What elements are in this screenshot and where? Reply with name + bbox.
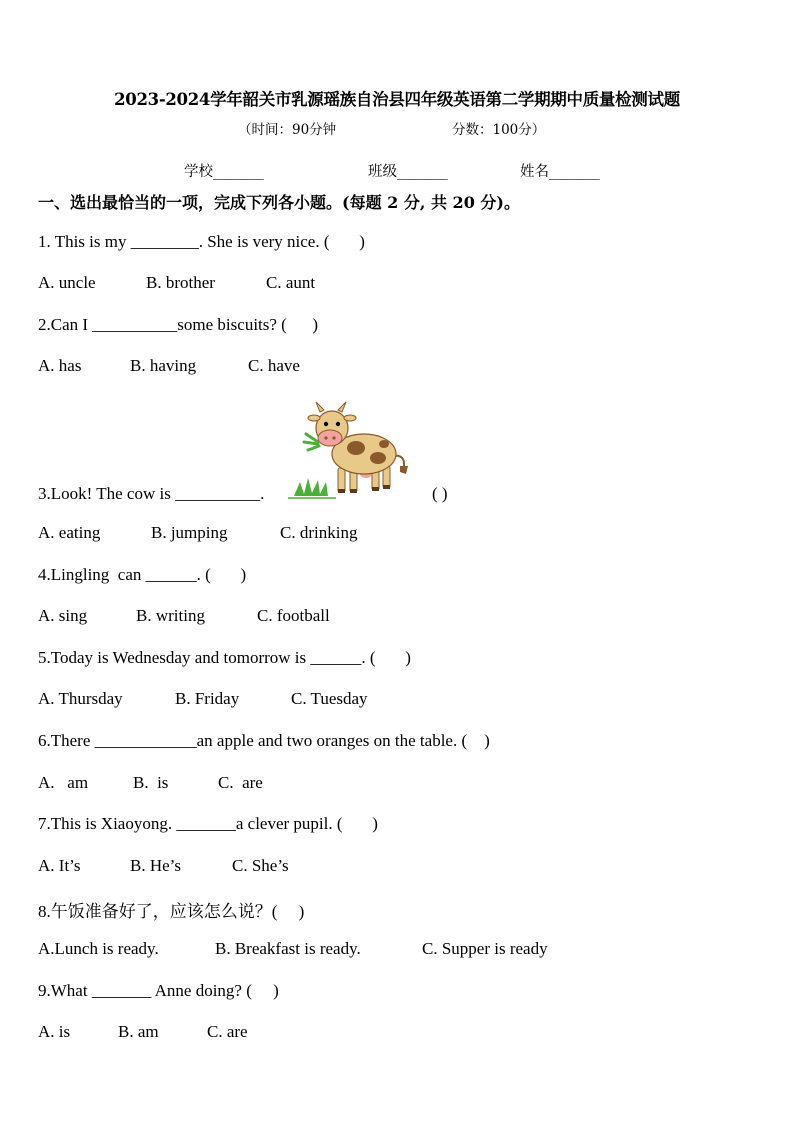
q5-option-a: A. Thursday [38,689,123,708]
exam-score: 分数：100分） [452,122,546,138]
class-field: 班级_______ [368,164,448,180]
q9-option-a: A. is [38,1022,71,1041]
q9-option-b: B. am [118,1022,159,1041]
q6-option-a: A. am [38,773,89,792]
question-9: 9.What _______ Anne doing? ( ) [38,981,279,1000]
q4-option-a: A. sing [38,606,88,625]
question-4: 4.Lingling can ______. ( ) [38,565,247,584]
q5-option-c: C. Tuesday [291,689,368,708]
exam-title: 2023-2024学年韶关市乳源瑶族自治县四年级英语第二学期期中质量检测试题 [114,90,680,109]
q2-option-b: B. having [130,356,197,375]
q4-option-b: B. writing [136,606,205,625]
question-3: 3.Look! The cow is __________. [38,484,265,503]
q8-option-a: A.Lunch is ready. [38,939,159,958]
cow-illustration [286,396,420,500]
q3-option-c: C. drinking [280,523,358,542]
q7-option-a: A. It’s [38,856,81,875]
question-7: 7.This is Xiaoyong. _______a clever pupil. ( ) [38,814,378,833]
q3-option-b: B. jumping [151,523,228,542]
section-heading: 一、选出最恰当的一项，完成下列各小题。(每题 2 分, 共 20 分)。 [38,193,520,212]
q6-option-b: B. is [133,773,169,792]
exam-time: （时间：90分钟 [238,122,337,138]
q1-option-b: B. brother [146,273,215,292]
school-field: 学校_______ [184,164,264,180]
q2-option-a: A. has [38,356,82,375]
name-field: 姓名_______ [520,164,600,180]
question-1: 1. This is my ________. She is very nice. ( ) [38,232,365,251]
q6-option-c: C. are [218,773,263,792]
q1-option-a: A. uncle [38,273,96,292]
grass-icon [288,478,336,498]
question-5: 5.Today is Wednesday and tomorrow is ______. ( ) [38,648,411,667]
q3-option-a: A. eating [38,523,101,542]
q7-option-c: C. She’s [232,856,289,875]
q5-option-b: B. Friday [175,689,240,708]
q4-option-c: C. football [257,606,330,625]
q3-answer-paren: ( ) [432,484,448,503]
q2-option-c: C. have [248,356,300,375]
q1-option-c: C. aunt [266,273,316,292]
q9-option-c: C. are [207,1022,248,1041]
q8-option-c: C. Supper is ready [422,939,548,958]
question-6: 6.There ____________an apple and two oranges on the table. ( ) [38,731,490,750]
question-2: 2.Can I __________some biscuits? ( ) [38,315,318,334]
q8-option-b: B. Breakfast is ready. [215,939,361,958]
q7-option-b: B. He’s [130,856,181,875]
question-8: 8.午饭准备好了，应该怎么说？( ) [38,902,305,921]
